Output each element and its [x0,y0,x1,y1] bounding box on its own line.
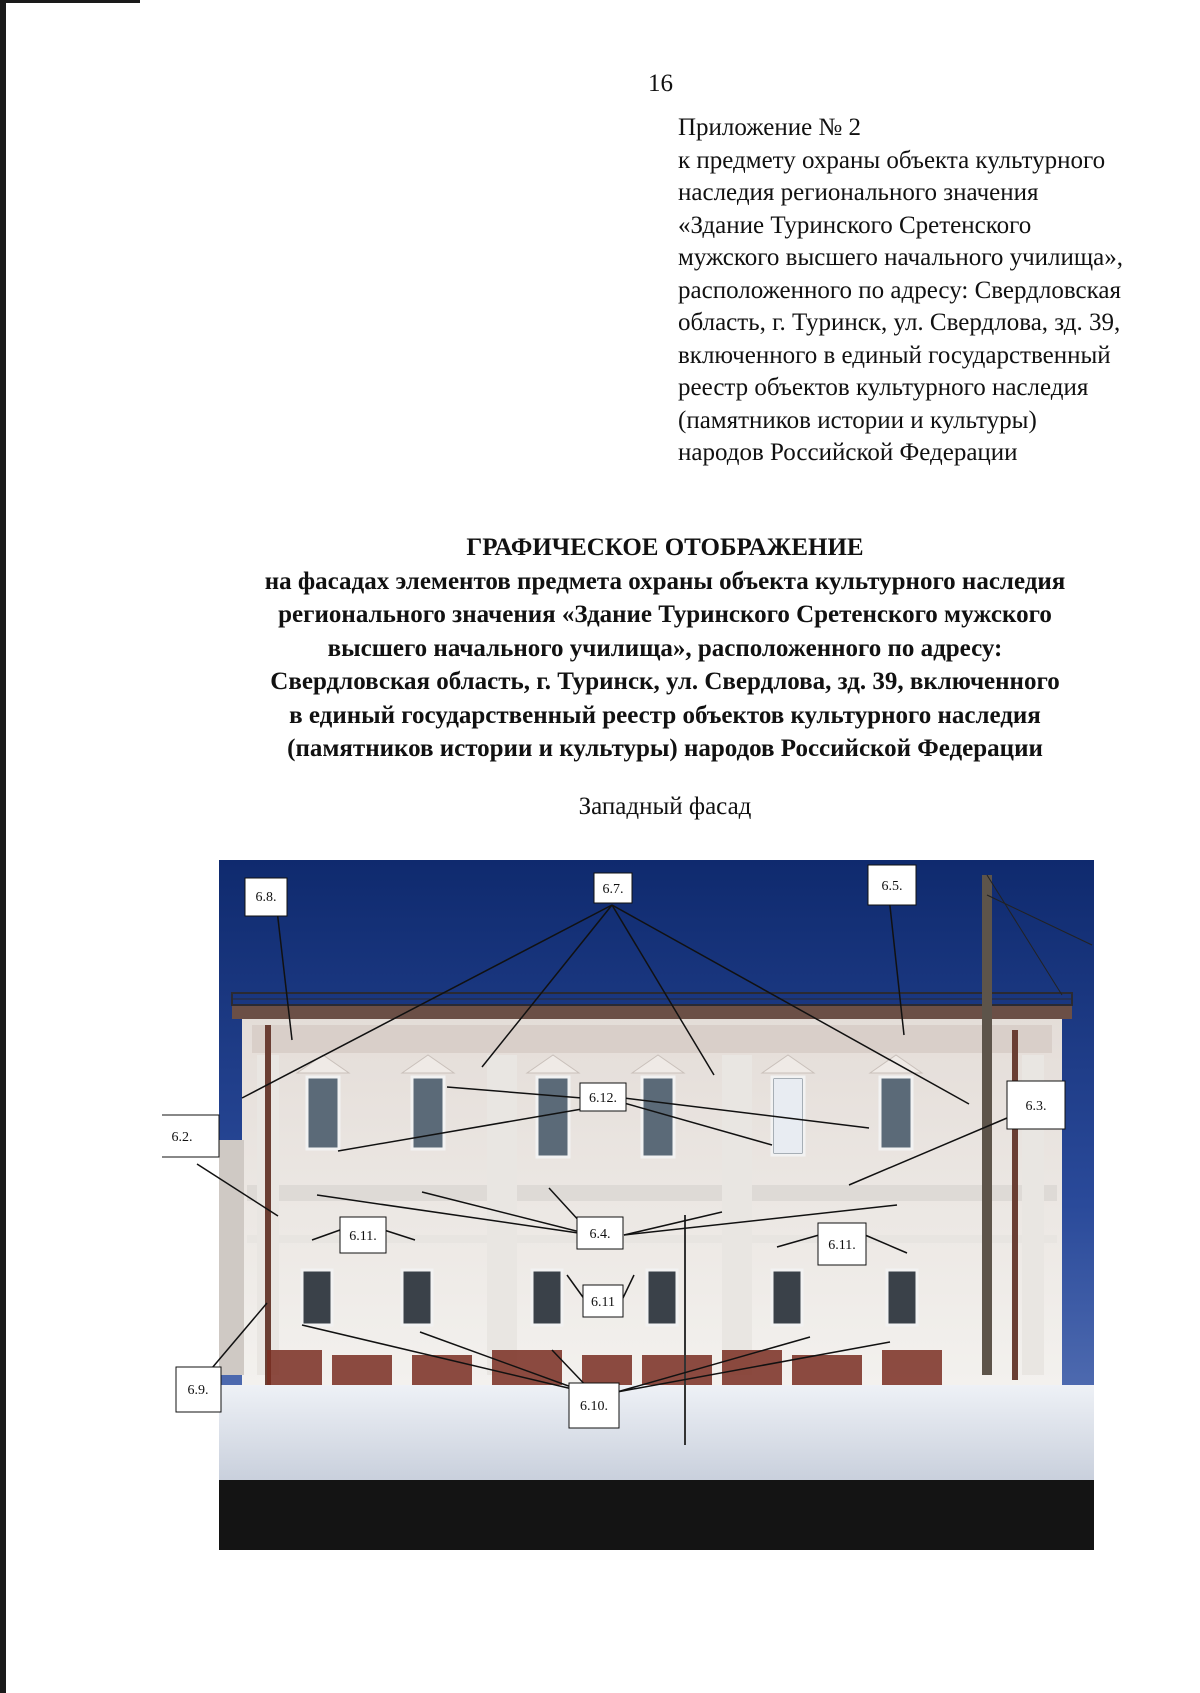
appendix-line: «Здание Туринского Сретенского [678,211,1032,239]
callout-6-11-mid [583,1285,623,1317]
appendix-line: расположенного по адресу: Свердловская [678,276,1121,304]
appendix-line: реестр объектов культурного наследия [678,374,1089,401]
callout-label: 6.2. [171,1130,193,1145]
appendix-line: область, г. Туринск, ул. Свердлова, зд. 39, [678,309,1121,336]
title-line: Свердловская область, г. Туринск, ул. Свердлова, зд. 39, включенного [270,668,1060,695]
facade-photo [162,855,1162,1555]
appendix-line: наследия регионального значения [678,179,1039,206]
scan-edge [0,0,6,1693]
appendix-heading [678,112,1178,470]
title-line: в единый государственный реестр объектов культурного наследия [289,701,1041,729]
title-line: на фасадах элементов предмета охраны объекта культурного наследия [264,567,1066,595]
appendix-line: (памятников истории и культуры) [678,406,1037,434]
document-title [100,531,1200,766]
appendix-line: включенного в единый государственный [678,341,1111,369]
callout-6-2 [162,1115,219,1157]
callout-6-11-left [340,1217,386,1253]
callout-label: 6.5. [881,879,903,894]
callout-6-4 [577,1217,623,1249]
callout-6-3 [1007,1081,1065,1129]
appendix-line: Приложение № 2 [678,114,862,141]
title-line: высшего начального училища», расположенного по адресу: [327,634,1003,662]
callout-label: 6.3. [1025,1099,1047,1114]
scan-edge-top [0,0,140,3]
callout-6-8 [245,878,287,916]
title-line: регионального значения «Здание Туринского Сретенского мужского [278,601,1052,628]
title-line: (памятников истории и культуры) народов Российской Федерации [287,735,1043,762]
callout-6-10 [569,1383,619,1428]
appendix-line: к предмету охраны объекта культурного [678,146,1106,174]
appendix-line: народов Российской Федерации [678,439,1018,466]
title-line: ГРАФИЧЕСКОЕ ОТОБРАЖЕНИЕ [466,534,864,561]
callout-label: 6.7. [602,882,624,897]
callout-6-9 [176,1367,221,1412]
callout-6-12 [580,1083,626,1111]
facade-caption: Западный фасад [578,793,752,820]
callout-label: 6.10. [580,1399,608,1414]
callout-6-7 [594,873,632,903]
callout-label: 6.8. [255,890,277,905]
callout-label: 6.4. [589,1227,611,1242]
callout-label: 6.9. [187,1383,209,1398]
callout-6-5 [868,865,916,905]
callout-label: 6.11. [349,1229,377,1244]
appendix-line: мужского высшего начального училища», [678,244,1123,271]
callout-6-11-right [818,1223,866,1265]
page-number: 16 [648,70,673,97]
callout-label: 6.11 [591,1295,615,1310]
photo-scene [219,860,1094,1550]
callout-label: 6.12. [589,1091,617,1106]
callout-label: 6.11. [828,1238,856,1253]
